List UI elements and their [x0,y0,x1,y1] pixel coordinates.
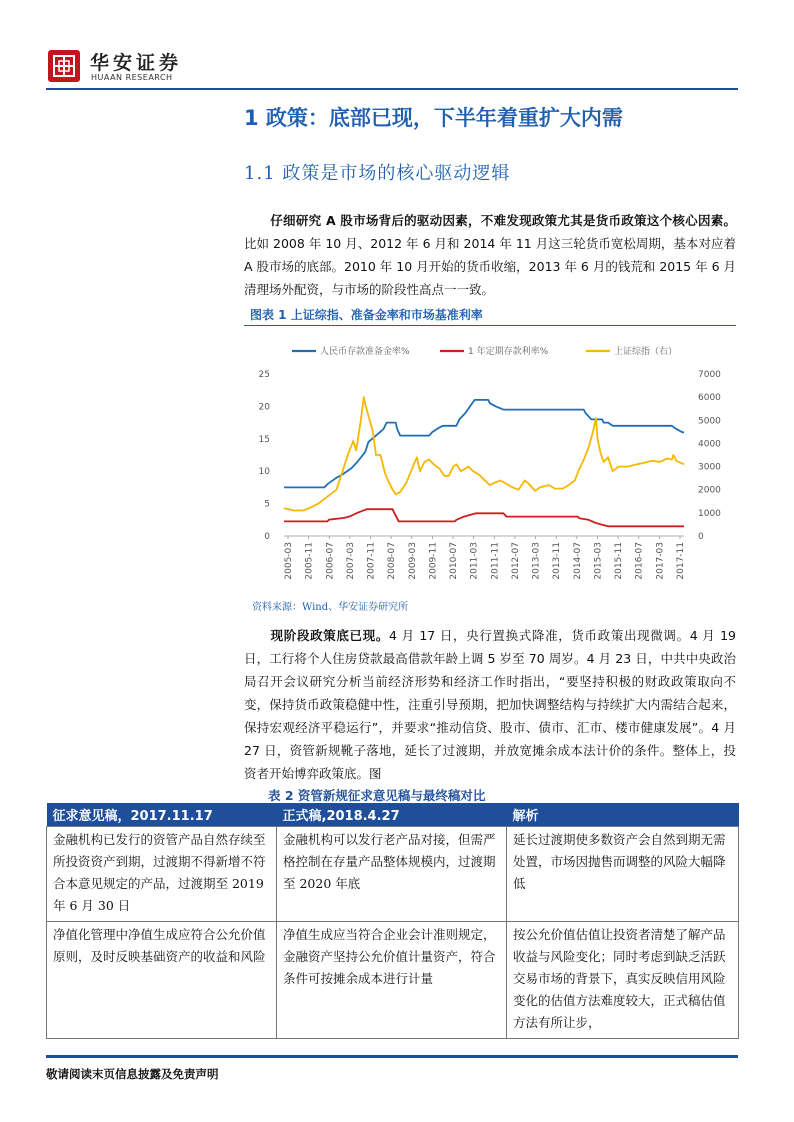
chart-svg [244,330,736,598]
table-cell: 净值生成应当符合企业会计准则规定，金融资产坚持公允价值计量资产，符合条件可按摊余成本进行计量 [277,922,507,1039]
table-cell: 净值化管理中净值生成应符合公允价值原则，及时反映基础资产的收益和风险 [47,922,277,1039]
series-line-1 [284,509,684,526]
y-left-tick-label: 5 [264,499,270,510]
y-right-tick-label: 7000 [698,370,721,380]
series-line-2 [284,397,684,510]
x-tick-label: 2008-07 [387,542,398,580]
table-row [47,922,739,1039]
x-tick-label: 2012-07 [510,542,521,580]
x-tick-label: 2015-03 [593,542,604,580]
y-left-tick-label: 25 [258,370,270,380]
series-line-0 [284,400,684,488]
x-tick-label: 2006-07 [325,542,336,580]
paragraph-intro [244,209,736,301]
paragraph-policy-body: 4 月 17 日，央行置换式降准，货币政策出现微调。4 月 19 日，工行将个人住房贷款最高借款年龄上调 5 岁至 70 周岁。4 月 23 日，中共中央政治局召开会议研究分析当前经济形势和经济工作时指出，“要坚持积极的财政政策取向不变，保持货币政策稳健中性，注重引导预期，把加快调整结构与持续扩大内需结合起来，保持宏观经济平稳运行”，并要求“推动信贷、股市、债市、汇市、楼市健康发展”。4 月 27 日，资管新规靴子落地，延长了过渡期，并放宽摊余成本法计价的条件。整体上，投资者开始博弈政策底。图 [244,628,736,781]
x-tick-label: 2007-11 [366,542,377,580]
y-right-tick-label: 4000 [698,439,721,450]
y-right-tick-label: 0 [698,532,704,542]
paragraph-policy-lead: 现阶段政策底已现。 [270,628,389,643]
y-right-tick-label: 5000 [698,416,721,427]
x-tick-label: 2013-11 [552,542,563,580]
y-left-tick-label: 10 [258,467,270,478]
chart-legend [292,345,677,357]
brand-logo-icon [48,50,80,82]
seal-mark-icon [48,50,80,82]
table-cell: 延长过渡期使多数资产会自然到期无需处置，市场因抛售而调整的风险大幅降低 [507,827,739,922]
x-tick-label: 2009-11 [428,542,439,580]
figure-title: 图表 1 上证综指、准备金率和市场基准利率 [250,308,483,322]
comparison-table [46,803,739,1039]
table-title: 表 2 资管新规征求意见稿与最终稿对比 [268,788,486,803]
table-header-final: 正式稿,2018.4.27 [277,803,507,827]
y-left-tick-label: 20 [258,402,270,413]
table-cell: 金融机构已发行的资管产品自然存续至所投资资产到期，过渡期不得新增不符合本意见规定的产品，过渡期至 2019 年 6 月 30 日 [47,827,277,922]
x-tick-label: 2005-11 [304,542,315,580]
x-tick-label: 2013-03 [531,542,542,580]
table-header-analysis: 解析 [507,803,739,827]
x-tick-label: 2011-11 [490,542,501,580]
table-cell: 金融机构可以发行老产品对接，但需严格控制在存量产品整体规模内，过渡期至 2020 年底 [277,827,507,922]
y-right-tick-label: 2000 [698,485,721,496]
legend-label-sse-index: 上证综指（右） [614,347,678,357]
legend-label-rrr: 人民币存款准备金率% [320,347,410,357]
y-right-tick-label: 6000 [698,393,721,404]
x-tick-label: 2011-03 [469,542,480,580]
figure-divider [244,325,736,326]
y-left-tick-label: 15 [258,434,270,445]
y-left-tick-label: 0 [264,532,270,542]
table-row [47,827,739,922]
brand-name-en: HUAAN RESEARCH [91,73,173,82]
x-tick-label: 2005-03 [284,542,294,580]
y-right-tick-label: 3000 [698,462,721,473]
y-right-tick-label: 1000 [698,508,721,519]
x-tick-label: 2015-11 [614,542,625,580]
line-chart [244,330,736,598]
x-tick-label: 2007-03 [345,542,356,580]
table-cell: 按公允价值估值让投资者清楚了解产品收益与风险变化；同时考虑到缺乏活跃交易市场的背景下，真实反映信用风险变化的估值方法难度较大，正式稿估值方法有所让步， [507,922,739,1039]
section-title: 1 政策：底部已现，下半年着重扩大内需 [244,106,623,130]
paragraph-intro-lead: 仔细研究 A 股市场背后的驱动因素，不难发现政策尤其是货币政策这个核心因素。 [270,213,736,228]
x-tick-label: 2014-07 [572,542,583,580]
table-header-draft: 征求意见稿，2017.11.17 [47,803,277,827]
x-tick-label: 2017-03 [655,542,666,580]
footer-divider [46,1055,738,1058]
legend-label-deposit-rate: 1 年定期存款利率% [468,347,549,357]
header-divider [46,88,738,90]
paragraph-intro-body: 比如 2008 年 10 月、2012 年 6 月和 2014 年 11 月这三轮货币宽松周期，基本对应着 A 股市场的底部。2010 年 10 月开始的货币收缩，2013 年 6 月的钱荒和 2015 年 6 月清理场外配资，与市场的阶段性高点一一致。 [244,236,737,297]
figure-source: 资料来源：Wind、华安证券研究所 [252,602,409,613]
paragraph-policy [244,624,736,785]
subsection-title: 1.1 政策是市场的核心驱动逻辑 [244,163,511,184]
x-tick-label: 2016-07 [634,542,645,580]
x-tick-label: 2010-07 [449,542,460,580]
table-header-row [47,803,739,827]
footer-disclaimer: 敬请阅读末页信息披露及免责声明 [46,1067,219,1081]
brand-name-cn: 华安证券 [90,52,183,74]
x-tick-label: 2017-11 [676,542,686,580]
x-tick-label: 2009-03 [407,542,418,580]
